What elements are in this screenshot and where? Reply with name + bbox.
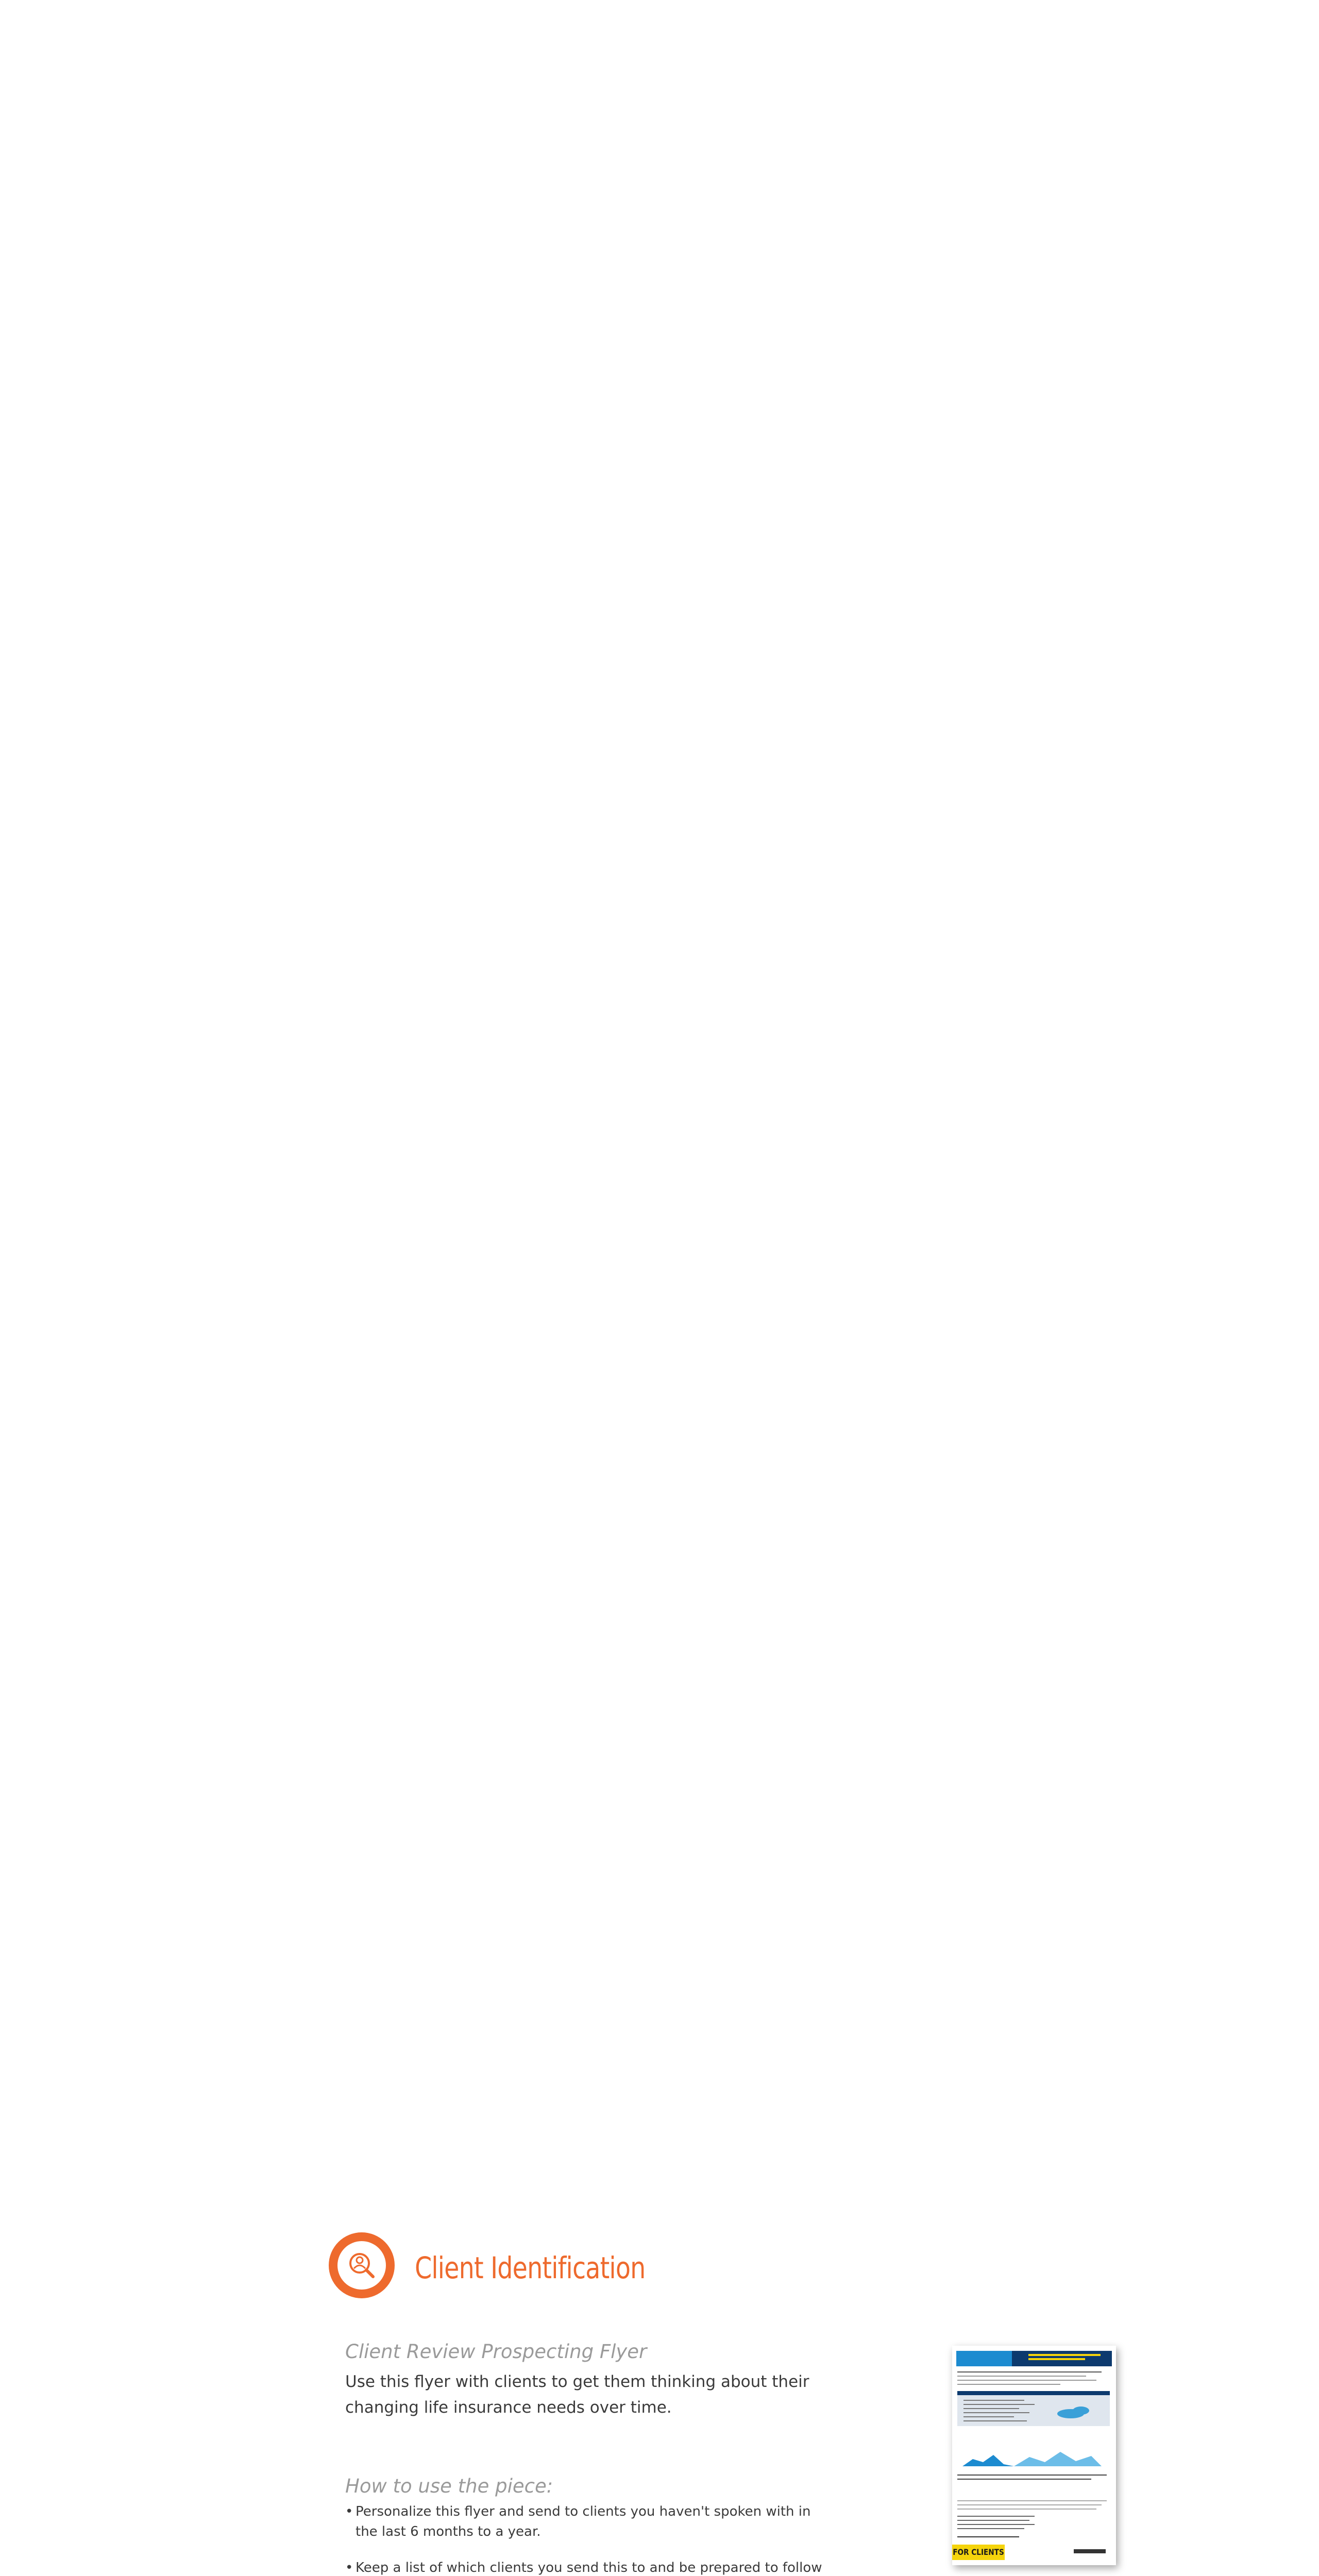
how-to-list: [345, 2502, 830, 2576]
piece-description: Use this flyer with clients to get them thinking about their changing life insurance needs over time.: [345, 2372, 809, 2417]
flyer-chart-art: [962, 2447, 1102, 2466]
search-person-icon: [329, 2232, 395, 2298]
flyer-text-line: [957, 2524, 1035, 2525]
flyer-text-line: [957, 2371, 1102, 2372]
for-clients-badge: FOR CLIENTS: [952, 2545, 1005, 2560]
flyer-text-line: [957, 2475, 1107, 2476]
flyer-header-line: [1028, 2358, 1085, 2360]
flyer-header: [956, 2351, 1112, 2366]
flyer-text-line: [957, 2504, 1102, 2505]
flyer-text-line: [957, 2376, 1086, 2377]
flyer-text-line: [957, 2520, 1029, 2521]
flyer-text-line: [957, 2528, 1024, 2529]
bullet-marker: •: [345, 2560, 353, 2575]
bullet-marker: •: [345, 2504, 353, 2519]
flyer-text-line: [957, 2479, 1091, 2480]
flyer-checklist-box: [957, 2391, 1110, 2426]
section-title: Client Identification: [415, 2250, 646, 2285]
flyer-header-line: [1028, 2354, 1101, 2356]
how-to-title: How to use the piece:: [345, 2475, 553, 2497]
flyer-logo: [1074, 2549, 1106, 2553]
flyer-text-line: [957, 2380, 1096, 2381]
flyer-header-block: [956, 2351, 1012, 2366]
piece-title: Client Review Prospecting Flyer: [345, 2341, 647, 2363]
list-item-text: Personalize this flyer and send to clients you haven't spoken with in the last 6 months to a year.: [356, 2504, 811, 2539]
flyer-checklist-art: [957, 2391, 1110, 2426]
flyer-thumbnail[interactable]: [952, 2346, 1116, 2565]
flyer-text-line: [957, 2384, 1060, 2385]
flyer-text-line: [957, 2516, 1035, 2517]
list-item: [345, 2558, 830, 2576]
magnifier-person-glyph: [346, 2250, 377, 2281]
flyer-text-line: [957, 2500, 1107, 2501]
flyer-text-line: [957, 2509, 1096, 2510]
list-item-text: Keep a list of which clients you send this to and be prepared to follow: [356, 2560, 822, 2575]
list-item: [345, 2502, 830, 2542]
flyer-text-line: [957, 2536, 1019, 2537]
section-icon-inner: [337, 2241, 386, 2290]
